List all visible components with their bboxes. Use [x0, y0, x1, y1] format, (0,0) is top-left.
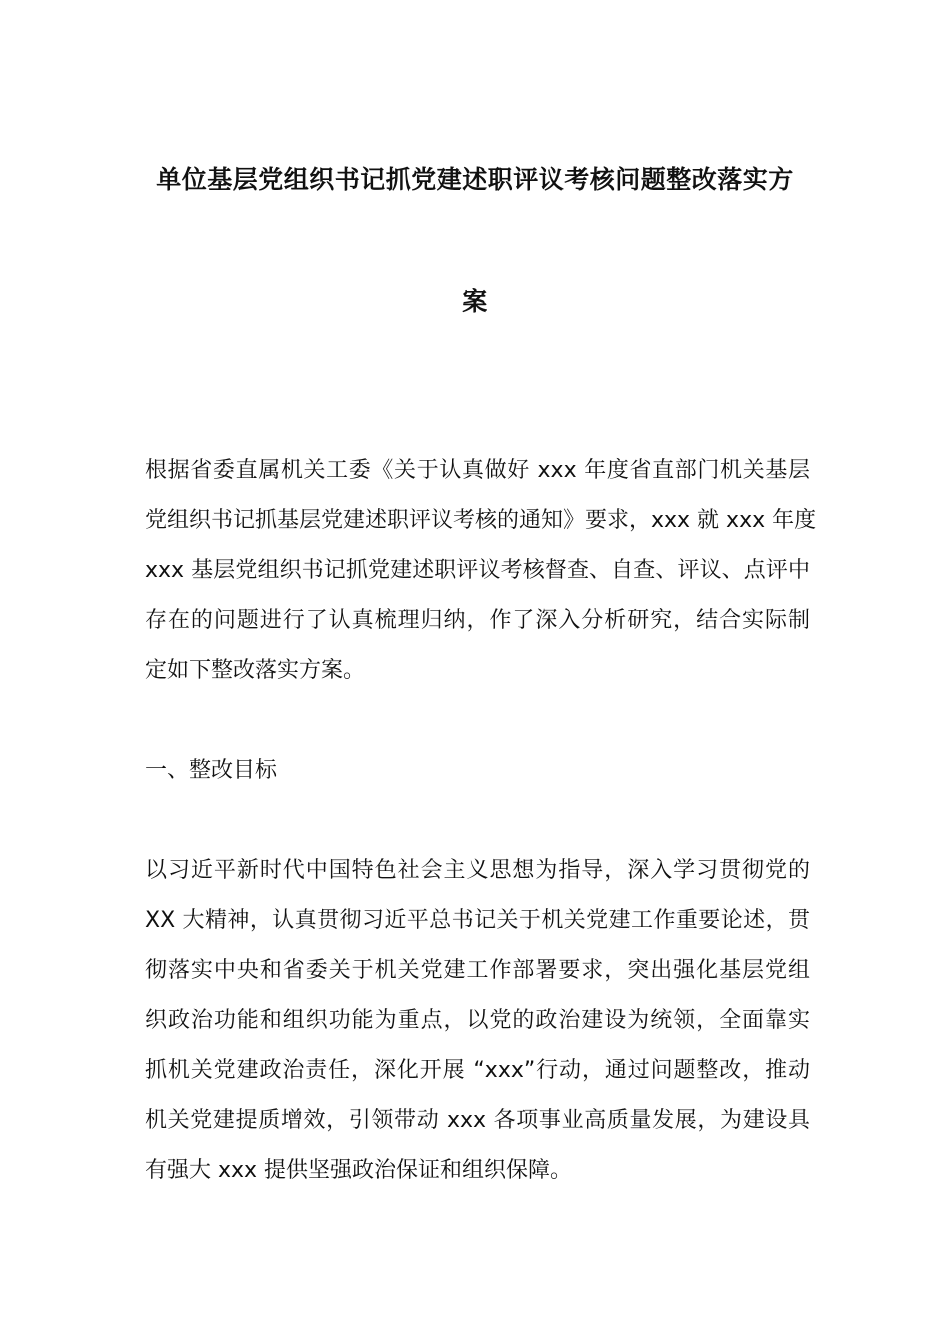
- intro-line: xxx 基层党组织书记抓党建述职评议考核督查、自查、评议、点评中: [145, 558, 810, 583]
- goals-line: 织政治功能和组织功能为重点，以党的政治建设为统领，全面靠实: [145, 1008, 810, 1033]
- intro-line: 存在的问题进行了认真梳理归纳，作了深入分析研究，结合实际制: [145, 608, 810, 633]
- goals-line: XX 大精神，认真贯彻习近平总书记关于机关党建工作重要论述，贯: [145, 908, 810, 933]
- document-title-line-2: 案: [462, 287, 488, 316]
- intro-paragraph: [145, 446, 817, 696]
- intro-line: 根据省委直属机关工委《关于认真做好 xxx 年度省直部门机关基层: [145, 458, 810, 483]
- section-heading-goals: 一、整改目标: [145, 758, 278, 783]
- goals-line: 彻落实中央和省委关于机关党建工作部署要求，突出强化基层党组: [145, 958, 810, 983]
- document-title-line-1: 单位基层党组织书记抓党建述职评议考核问题整改落实方: [156, 165, 794, 194]
- goals-paragraph: [145, 846, 810, 1196]
- intro-line: 党组织书记抓基层党建述职评议考核的通知》要求，xxx 就 xxx 年度: [145, 508, 817, 533]
- goals-line: 抓机关党建政治责任，深化开展 “xxx”行动，通过问题整改，推动: [145, 1058, 810, 1083]
- intro-line: 定如下整改落实方案。: [145, 658, 366, 683]
- goals-line: 以习近平新时代中国特色社会主义思想为指导，深入学习贯彻党的: [145, 858, 810, 883]
- goals-line: 机关党建提质增效，引领带动 xxx 各项事业高质量发展，为建设具: [145, 1108, 810, 1133]
- goals-line: 有强大 xxx 提供坚强政治保证和组织保障。: [145, 1158, 573, 1183]
